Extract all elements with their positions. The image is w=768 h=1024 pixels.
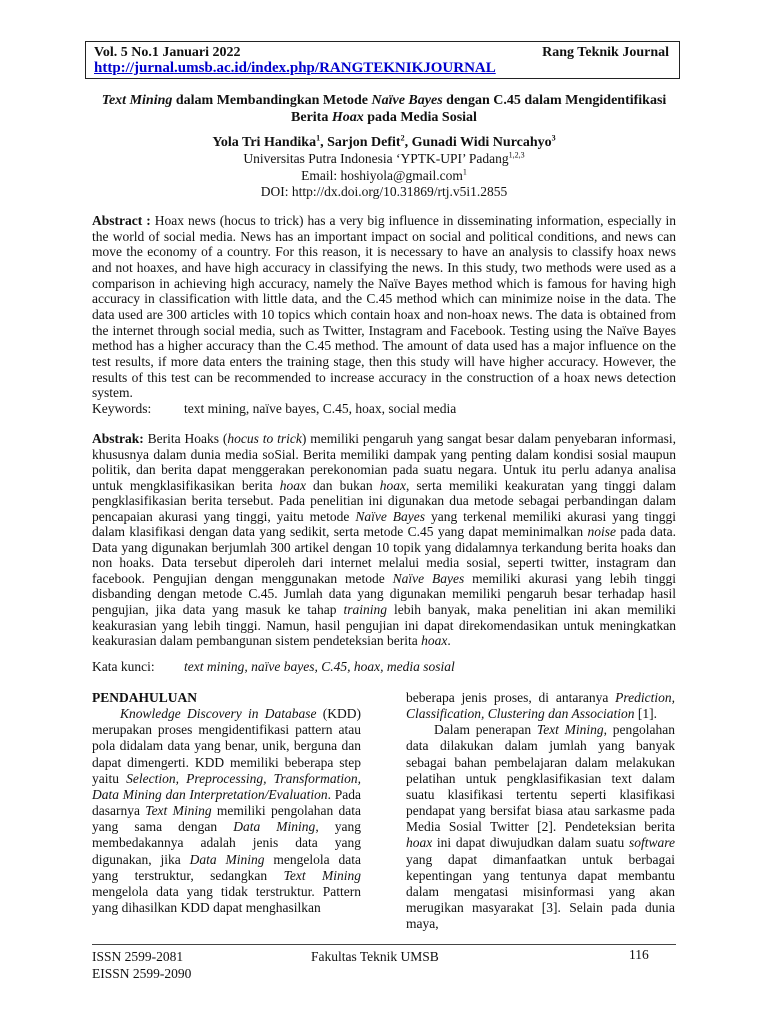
body-paragraph: beberapa jenis proses, di antaranya Prediction, Classification, Clustering dan Association [1]. (406, 690, 675, 722)
page-number: 116 (629, 947, 649, 962)
abstract-english: Abstract : Hoax news (hocus to trick) has a very big influence in disseminating information, especially in the world of social media. News has an important impact on social and political conditions, and news can move the economy of a country. For this reason, it is necessary to have an analysis to classify hoax news and not hoaxes, and have high accuracy in classifying the news. In this study, two methods were used as a comparison in achieving high accuracy, namely the Naïve Bayes method which is famous for having high accuracy in classification with little data, and the C.45 method which can minimize noise in the data. The data used are 300 articles with 10 topics which contain hoax and non-hoax news. The data is obtained from the internet through social media, such as Twitter, Instagram and Facebook. Testing using the Naïve Bayes method has a higher accuracy than the C.45 method. The amount of data used has a major influence on the test results, if more data enters the training stage, then this study will have higher accuracy. However, the results of this test can be recommended to increase accuracy in the construction of a hoax news detection system. (92, 213, 676, 401)
journal-url-link[interactable]: http://jurnal.umsb.ac.id/index.php/RANGTEKNIKJOURNAL (94, 60, 496, 76)
author-list: Yola Tri Handika$^1$, Sarjon Defit$^2$, Gunadi Widi Nurcahyo$^3$ (212, 133, 556, 150)
body-paragraph: Knowledge Discovery in Database (KDD) merupakan proses mengidentifikasi pattern atau pola didalam data yang benar, unik, berguna dan dapat dimengerti. KDD memiliki beberapa step yaitu Selection, Preprocessing, Transformation, Data Mining dan Interpretation/Evaluation. Pada dasarnya Text Mining memiliki pengolahan data yang sama dengan Data Mining, yang membedakannya adalah jenis data yang digunakan, jika Data Mining mengelola data yang terstruktur, sedangkan Text Mining mengelola data yang tidak terstruktur. Pattern yang dihasilkan KDD dapat menghasilkan (92, 706, 362, 916)
page-footer (92, 944, 676, 981)
issn: ISSN 2599-2081 (92, 949, 184, 964)
journal-name: Rang Teknik Journal (542, 45, 669, 60)
body-column-left (92, 690, 361, 916)
paper-title: Text Mining dalam Membandingkan Metode Naïve Bayes dengan C.45 dalam Mengidentifikasi Berita Hoax pada Media Sosial (101, 93, 667, 125)
keywords-indonesian: Kata kunci: text mining, naïve bayes, C.45, hoax, media sosial (92, 659, 455, 674)
keywords-english: Keywords: text mining, naïve bayes, C.45, hoax, social media (92, 401, 457, 416)
author-email: Email: hoshiyola@gmail.com$^1$ (301, 167, 467, 183)
volume-issue: Vol. 5 No.1 Januari 2022 (94, 45, 241, 60)
faculty-name: Fakultas Teknik UMSB (311, 949, 439, 964)
body-column-right (406, 690, 675, 932)
abstract-indonesian: Abstrak: Berita Hoaks (hocus to trick) memiliki pengaruh yang sangat besar dalam penyebaran informasi, khususnya dalam dunia media soSial. Berita memiliki dampak yang penting dalam kondisi sosial maupun politik, dan berita dapat menggerakan perekonomian pada suatu negara. Untuk itu perlu adanya analisa untuk mengklasifikasikan berita hoax dan bukan hoax, serta memiliki keakuratan yang tinggi dalam pengklasifikasian berita tersebut. Pada penelitian ini digunakan dua metode sebagai perbandingan dalam pencapaian akurasi yang tinggi, yaitu metode Naïve Bayes yang terkenal memiliki akurasi yang tinggi dalam klasifikasi dengan data yang sedikit, serta metode C.45 yang dapat meminimalkan noise pada data. Data yang digunakan berjumlah 300 artikel dengan 10 topik yang didalamnya terkandung berita hoaks dan non hoaks. Data tersebut diperoleh dari internet melalui media sosial, seperti twitter, instagram dan facebook. Pengujian dengan menggunakan metode Naïve Bayes memiliki akurasi yang lebih tinggi disbanding dengan metode C.45. Jumlah data yang digunakan memiliki pengaruh besar terhadap hasil pengujian, jika data yang masuk ke tahap training lebih banyak, maka penelitian ini akan memiliki keakurasian yang lebih tinggi. Namun, hasil pengujian ini dapat direkomendasikan untuk meningkatkan keakurasian dalam pembangunan sistem pendeteksian berita hoax. (92, 431, 676, 649)
section-heading: PENDAHULUAN (92, 690, 198, 705)
eissn: EISSN 2599-2090 (92, 966, 192, 981)
journal-header (85, 41, 680, 79)
doi-link[interactable]: DOI: http://dx.doi.org/10.31869/rtj.v5i1.2855 (260, 184, 508, 199)
affiliation: Universitas Putra Indonesia ‘YPTK-UPI’ Padang$^{1,2,3}$ (243, 150, 525, 166)
body-paragraph: Dalam penerapan Text Mining, pengolahan data dilakukan dalam jumlah yang banyak sebagai bahan pembelajaran dalam melakukan pelatihan untuk pengklasifikasian text dalam suatu klasifikasi tertentu seperti klasifikasi pendapat yang bersifat biasa atau sarkasme pada Media Sosial Twitter [2]. Pendeteksian berita hoax ini dapat diwujudkan dalam suatu software yang dapat dimanfaatkan untuk berbagai kepentingan yang tentunya dapat membantu dalam mengatasi misinformasi yang akan merugikan masyarakat [3]. Selain pada dunia maya, (406, 722, 675, 932)
